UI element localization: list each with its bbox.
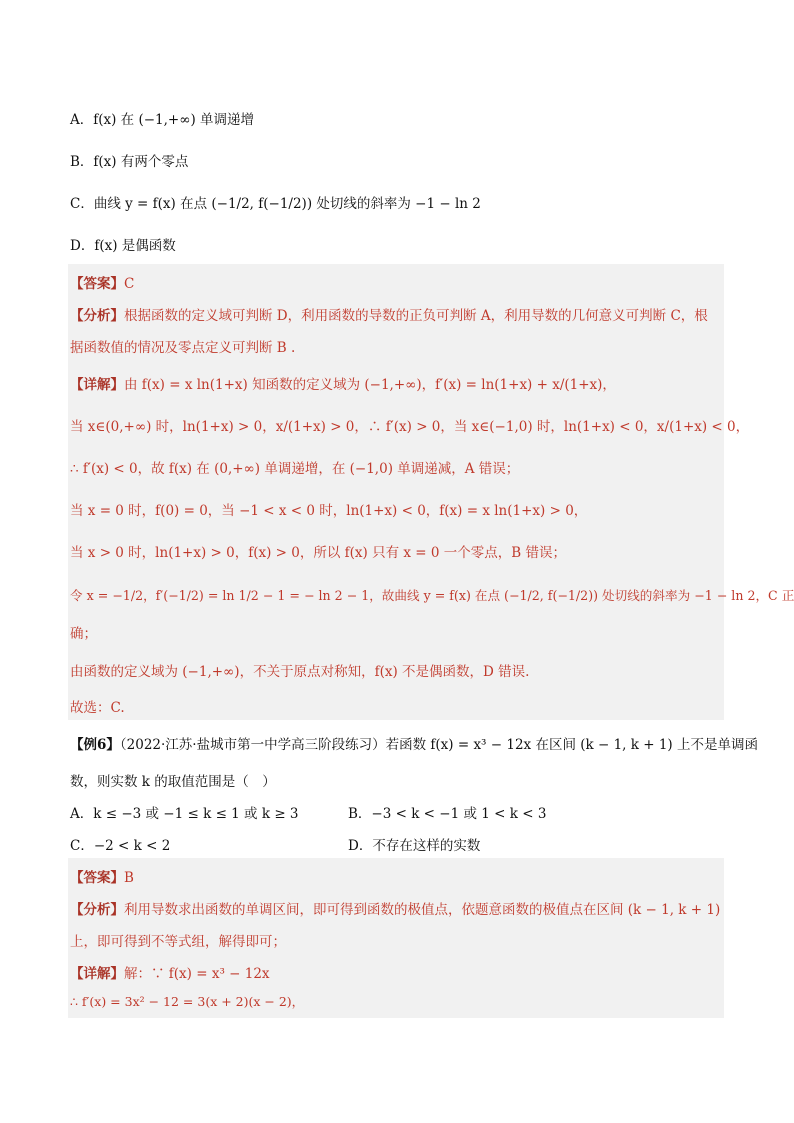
q5-option-b: B．f(x) 有两个零点 (70, 154, 189, 170)
example6-option-c: C．−2 < k < 2 (70, 838, 171, 854)
analysis-q5-line2: 据函数值的情况及零点定义可判断 B . (70, 340, 296, 356)
example6-stem-line1: 【例6】（2022·江苏·盐城市第一中学高三阶段练习）若函数 f(x) = x³ − 12x 在区间 (k − 1, k + 1) 上不是单调函 (70, 737, 758, 753)
detail-q5-line1: 【详解】由 f(x) = x ln(1+x) 知函数的定义域为 (−1,+∞)，f′(x) = ln(1+x) + x/(1+x)， (70, 377, 616, 393)
analysis-q6-line1: 【分析】利用导数求出函数的单调区间，即可得到函数的极值点，依题意函数的极值点在区间 (k − 1, k + 1) (70, 902, 721, 918)
detail-q5-line7: 确； (70, 626, 97, 642)
detail-q5-line6: 令 x = −1/2，f′(−1/2) = ln 1/2 − 1 = − ln 2 − 1，故曲线 y = f(x) 在点 (−1/2, f(−1/2)) 处切线的斜率为 −1 − ln 2，C 正 (70, 588, 794, 603)
detail-q5-line3: ∴ f′(x) < 0，故 f(x) 在 (0,+∞) 单调递增，在 (−1,0) 单调递减，A 错误； (70, 461, 520, 477)
answer-q5 (70, 272, 134, 292)
q5-option-c: C．曲线 y = f(x) 在点 (−1/2, f(−1/2)) 处切线的斜率为 −1 − ln 2 (70, 196, 481, 212)
analysis-q6-line2: 上，即可得到不等式组，解得即可； (70, 934, 286, 950)
detail-q5-line5: 当 x > 0 时，ln(1+x) > 0，f(x) > 0，所以 f(x) 只有 x = 0 一个零点，B 错误； (70, 545, 566, 561)
example6-option-a: A．k ≤ −3 或 −1 ≤ k ≤ 1 或 k ≥ 3 (70, 806, 299, 822)
answer-value: C (124, 276, 135, 292)
analysis-label: 【分析】 (70, 308, 124, 324)
example6-stem-line2: 数，则实数 k 的取值范围是（ ） (70, 774, 276, 790)
solution-panel-q5 (68, 264, 724, 720)
answer-q6: 【答案】B (70, 870, 134, 886)
q5-option-a: A．f(x) 在 (−1,+∞) 单调递增 (70, 112, 255, 128)
answer-label: 【答案】 (70, 276, 124, 292)
detail-q6-line1: 【详解】解：∵ f(x) = x³ − 12x (70, 966, 270, 982)
example6-source: （2022·江苏·盐城市第一中学高三阶段练习） (119, 737, 386, 753)
example6-label: 【例6】 (70, 737, 120, 753)
detail-label: 【详解】 (70, 377, 124, 393)
example6-option-d: D．不存在这样的实数 (348, 838, 481, 854)
detail-q5-line9: 故选：C. (70, 700, 125, 716)
detail-q5-line4: 当 x = 0 时，f(0) = 0，当 −1 < x < 0 时，ln(1+x) < 0，f(x) = x ln(1+x) > 0， (70, 503, 588, 519)
q5-option-d: D．f(x) 是偶函数 (70, 238, 176, 254)
analysis-q5-line1: 【分析】根据函数的定义域可判断 D，利用函数的导数的正负可判断 A，利用导数的几何意义可判断 C，根 (70, 308, 708, 324)
detail-q6-line2: ∴ f′(x) = 3x² − 12 = 3(x + 2)(x − 2)， (70, 994, 305, 1009)
detail-q5-line2: 当 x∈(0,+∞) 时，ln(1+x) > 0，x/(1+x) > 0，∴ f′(x) > 0，当 x∈(−1,0) 时，ln(1+x) < 0，x/(1+x) < 0， (70, 419, 750, 435)
example6-option-b: B．−3 < k < −1 或 1 < k < 3 (348, 806, 547, 822)
detail-q5-line8: 由函数的定义域为 (−1,+∞)，不关于原点对称知，f(x) 不是偶函数，D 错误. (70, 664, 530, 680)
